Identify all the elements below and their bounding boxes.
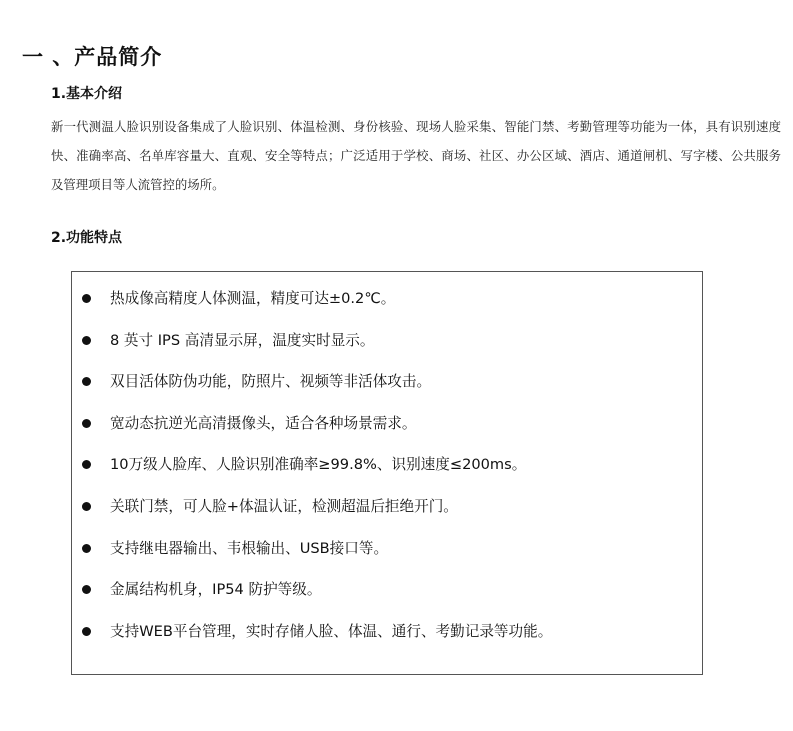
feature-item bbox=[82, 493, 694, 535]
features-heading: 2.功能特点 bbox=[51, 230, 123, 246]
feature-item bbox=[82, 285, 694, 327]
section-title: 一 、产品简介 bbox=[22, 45, 163, 69]
feature-text: 8 英寸 IPS 高清显示屏，温度实时显示。 bbox=[110, 331, 375, 349]
feature-item bbox=[82, 327, 694, 369]
feature-text: 双目活体防伪功能，防照片、视频等非活体攻击。 bbox=[110, 373, 432, 391]
feature-text: 热成像高精度人体测温，精度可达±0.2℃。 bbox=[110, 290, 396, 307]
feature-item bbox=[82, 451, 694, 493]
feature-text: 支持WEB平台管理，实时存储人脸、体温、通行、考勤记录等功能。 bbox=[110, 622, 553, 640]
bullet-icon bbox=[82, 419, 91, 428]
features-list bbox=[82, 285, 694, 659]
intro-paragraph: 新一代测温人脸识别设备集成了人脸识别、体温检测、身份核验、现场人脸采集、智能门禁、考勤管理等功能为一体，具有识别速度快、准确率高、名单库容量大、直观、安全等特点；广泛适用于学校、商场、社区、办公区域、酒店、通道闸机、写字楼、公共服务及管理项目等人流管控的场所。 bbox=[51, 119, 781, 192]
bullet-icon bbox=[82, 460, 91, 469]
bullet-icon bbox=[82, 627, 91, 636]
bullet-icon bbox=[82, 377, 91, 386]
feature-item bbox=[82, 535, 694, 577]
feature-item bbox=[82, 618, 694, 660]
bullet-icon bbox=[82, 502, 91, 511]
features-box bbox=[71, 271, 703, 675]
feature-item bbox=[82, 410, 694, 452]
intro-heading: 1.基本介绍 bbox=[51, 86, 123, 102]
bullet-icon bbox=[82, 544, 91, 553]
feature-text: 支持继电器输出、韦根输出、USB接口等。 bbox=[110, 539, 389, 557]
bullet-icon bbox=[82, 585, 91, 594]
feature-item bbox=[82, 368, 694, 410]
feature-item bbox=[82, 576, 694, 618]
feature-text: 金属结构机身，IP54 防护等级。 bbox=[110, 581, 322, 599]
feature-text: 10万级人脸库、人脸识别准确率≥99.8%、识别速度≤200ms。 bbox=[110, 456, 527, 474]
feature-text: 宽动态抗逆光高清摄像头，适合各种场景需求。 bbox=[110, 414, 417, 432]
bullet-icon bbox=[82, 336, 91, 345]
feature-text: 关联门禁，可人脸+体温认证，检测超温后拒绝开门。 bbox=[110, 497, 458, 515]
bullet-icon bbox=[82, 294, 91, 303]
